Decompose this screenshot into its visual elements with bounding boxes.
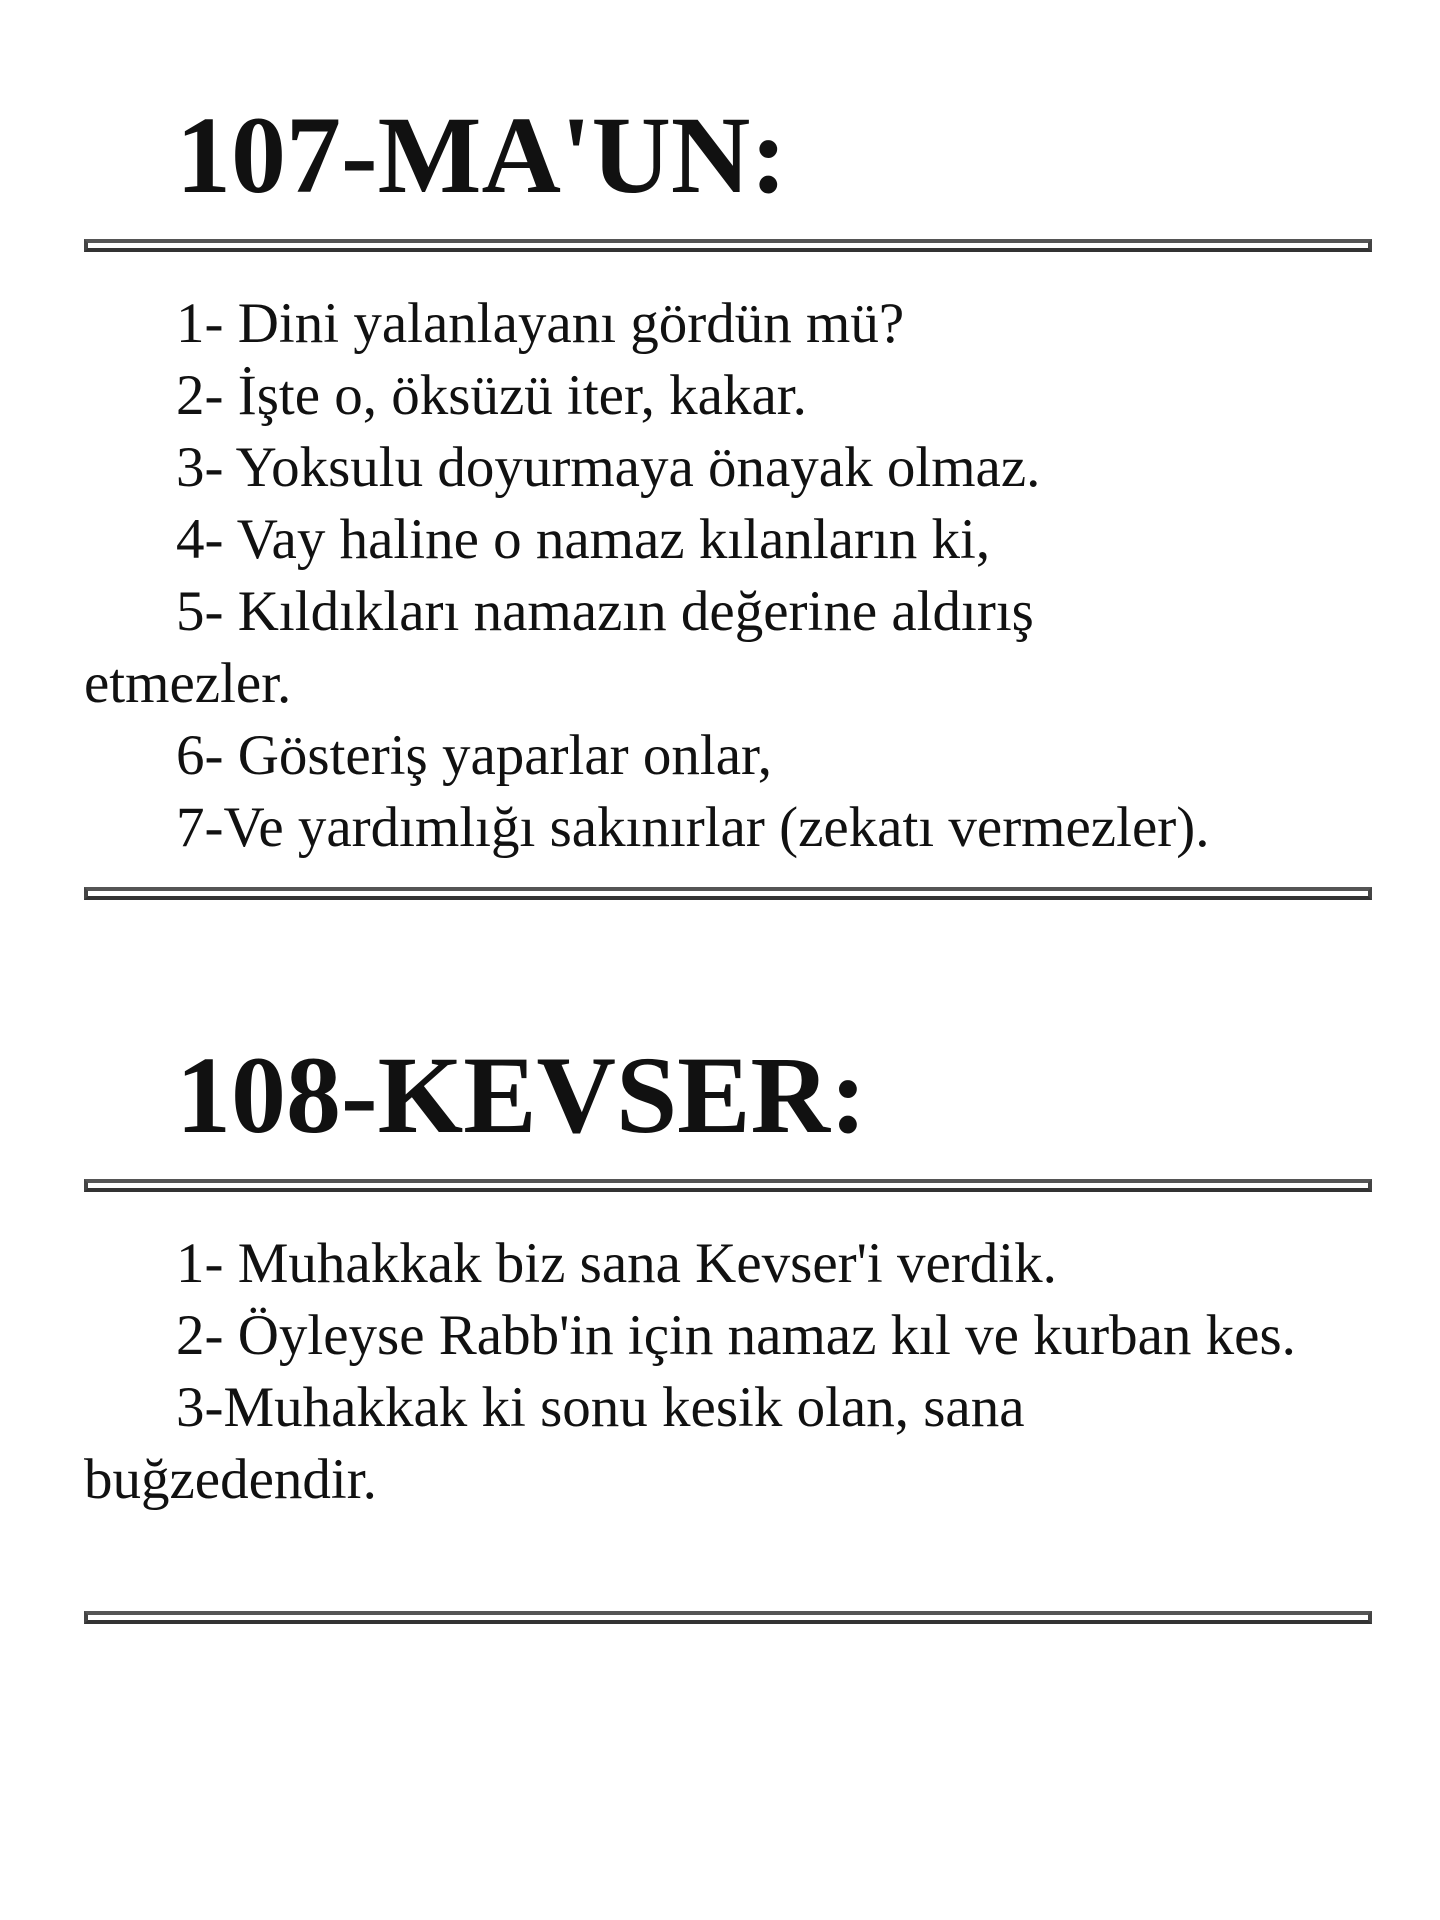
section-divider [84, 239, 1372, 252]
verse-3: 3- Yoksulu doyurmaya önayak olmaz. [176, 436, 1041, 499]
verse-1: 1- Dini yalanlayanı gördün mü? [176, 292, 905, 355]
section-divider [84, 887, 1372, 900]
section-divider [84, 1179, 1372, 1192]
surah-title-kevser: 108-KEVSER: [176, 1034, 867, 1156]
verse-3: 3-Muhakkak ki sonu kesik olan, sana buğzedendir. [84, 1376, 1025, 1511]
verse-2: 2- Öyleyse Rabb'in için namaz kıl ve kurban kes. [176, 1304, 1296, 1367]
verse-list-maun [84, 288, 1384, 864]
verse-list-kevser [84, 1228, 1384, 1516]
section-divider [84, 1611, 1372, 1624]
surah-title-maun: 107-MA'UN: [176, 94, 787, 216]
verse-7: 7-Ve yardımlığı sakınırlar (zekatı vermezler). [176, 796, 1210, 859]
verse-5: 5- Kıldıkları namazın değerine aldırış etmezler. [84, 580, 1034, 715]
verse-4: 4- Vay haline o namaz kılanların ki, [176, 508, 991, 571]
verse-6: 6- Gösteriş yaparlar onlar, [176, 724, 772, 787]
verse-1: 1- Muhakkak biz sana Kevser'i verdik. [176, 1232, 1057, 1295]
verse-2: 2- İşte o, öksüzü iter, kakar. [176, 364, 807, 427]
